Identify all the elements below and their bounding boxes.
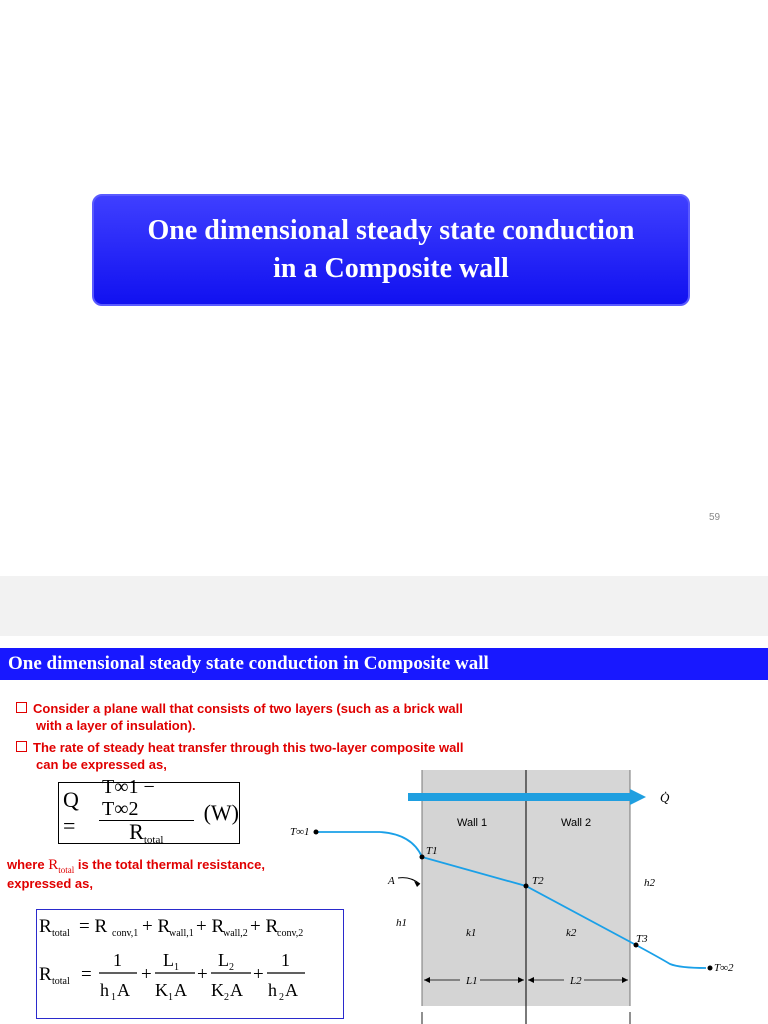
svg-text:+: + <box>253 964 264 985</box>
bullet-1 <box>16 700 536 734</box>
eq1-lhs: Q = <box>63 787 79 838</box>
svg-text:R: R <box>39 916 52 937</box>
svg-text:A: A <box>117 980 130 1000</box>
area-label: A <box>388 875 395 887</box>
svg-text:K: K <box>211 980 224 1000</box>
title-box <box>92 194 690 306</box>
eq1-numerator: T∞1 − T∞2 <box>99 776 194 821</box>
svg-text:1: 1 <box>168 992 173 1003</box>
svg-text:K: K <box>155 980 168 1000</box>
l2-label: L2 <box>570 975 582 987</box>
where-line-2: expressed as, <box>7 876 94 891</box>
where-suffix: is the total thermal resistance, <box>77 857 265 872</box>
svg-text:1: 1 <box>111 992 116 1003</box>
h2-label: h2 <box>644 877 655 889</box>
svg-text:=: = <box>81 964 92 985</box>
svg-text:+ R: + R <box>142 916 171 937</box>
svg-text:L: L <box>218 950 229 970</box>
slide-header: One dimensional steady state conduction in Composite wall <box>8 653 489 674</box>
page-number: 59 <box>709 512 721 523</box>
eq1-den-sub: total <box>143 833 164 846</box>
tinf2-point <box>708 966 713 971</box>
h1-label: h1 <box>396 917 407 929</box>
checkbox-bullet-icon <box>16 741 27 752</box>
svg-text:R: R <box>39 964 52 985</box>
svg-text:2: 2 <box>224 992 229 1003</box>
svg-text:conv,1: conv,1 <box>112 928 139 939</box>
svg-text:total: total <box>52 976 70 987</box>
svg-text:1: 1 <box>113 950 122 970</box>
bullet-1-line-1: Consider a plane wall that consists of two layers (such as a brick wall <box>33 701 463 716</box>
svg-text:+: + <box>141 964 152 985</box>
svg-text:A: A <box>230 980 243 1000</box>
bullet-1-line-2: with a layer of insulation). <box>36 718 196 733</box>
q-label: Q̇ <box>660 790 670 805</box>
t2-point <box>524 884 529 889</box>
tinf2-label: T∞2 <box>714 962 734 974</box>
svg-text:wall,1: wall,1 <box>169 928 194 939</box>
svg-text:+: + <box>197 964 208 985</box>
svg-text:= R: = R <box>79 916 108 937</box>
where-prefix: where <box>7 857 45 872</box>
header-bar <box>0 648 768 680</box>
checkbox-bullet-icon <box>16 702 27 713</box>
bullet-2-line-1: The rate of steady heat transfer through this two-layer composite wall <box>33 740 464 755</box>
svg-text:conv,2: conv,2 <box>277 928 304 939</box>
svg-text:1: 1 <box>174 962 179 973</box>
svg-text:wall,2: wall,2 <box>223 928 248 939</box>
l1-label: L1 <box>466 975 478 987</box>
slide-title-text: One dimensional steady state conduction in a Composite wall <box>147 215 635 284</box>
eq1-den-r: R <box>129 818 144 844</box>
svg-text:+ R: + R <box>250 916 279 937</box>
svg-text:2: 2 <box>229 962 234 973</box>
tinf1-label: T∞1 <box>290 826 310 838</box>
svg-text:h: h <box>100 980 109 1000</box>
wall-1 <box>422 770 526 1006</box>
bullet-2-line-2: can be expressed as, <box>36 757 167 772</box>
t1-point <box>420 855 425 860</box>
t1-label: T1 <box>426 845 438 857</box>
slide-gap <box>0 576 768 636</box>
svg-text:A: A <box>174 980 187 1000</box>
svg-text:total: total <box>52 928 70 939</box>
k2-label: k2 <box>566 927 577 939</box>
t3-label: T3 <box>636 933 648 945</box>
svg-text:2: 2 <box>279 992 284 1003</box>
t2-label: T2 <box>532 875 544 887</box>
wall-1-label: Wall 1 <box>457 817 488 829</box>
svg-text:1: 1 <box>281 950 290 970</box>
r-total-symbol: $R_{total}$ <box>48 857 75 875</box>
wall-2-label: Wall 2 <box>561 817 592 829</box>
k1-label: k1 <box>466 927 477 939</box>
heat-rate-equation <box>58 775 240 846</box>
heat-flow-arrow-shaft <box>408 793 632 801</box>
svg-text:+ R: + R <box>196 916 225 937</box>
composite-wall-diagram <box>280 764 760 1024</box>
slide-content <box>0 636 768 1024</box>
wall-2 <box>526 770 630 1006</box>
svg-text:L: L <box>163 950 174 970</box>
svg-text:A: A <box>285 980 298 1000</box>
eq1-unit: (W) <box>203 800 239 825</box>
heat-flow-arrow-icon <box>630 789 646 805</box>
tinf1-point <box>314 830 319 835</box>
eq1-denominator <box>126 818 166 851</box>
svg-text:h: h <box>268 980 277 1000</box>
eq1-fraction <box>99 776 194 851</box>
